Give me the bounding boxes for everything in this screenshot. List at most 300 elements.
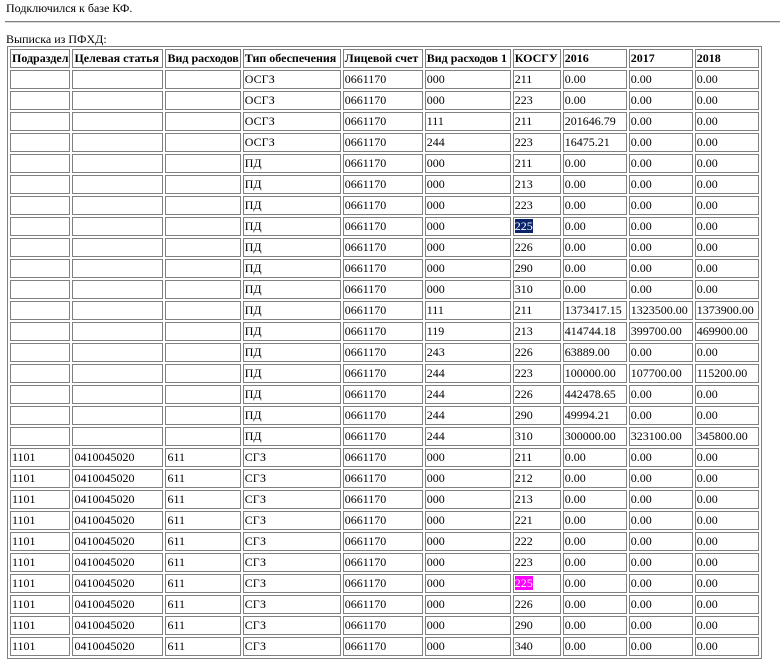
- cell-litsevoy-schet[interactable]: [343, 301, 423, 320]
- cell-vid-raskhodov-1[interactable]: [425, 238, 511, 257]
- cell-vid-raskhodov-1[interactable]: [425, 574, 511, 593]
- cell-podrazdel[interactable]: [10, 238, 70, 257]
- cell-vid-raskhodov-1[interactable]: [425, 154, 511, 173]
- cell-vid-raskhodov-1[interactable]: [425, 301, 511, 320]
- cell-vid-raskhodov-1[interactable]: [425, 511, 511, 530]
- cell-podrazdel[interactable]: [10, 301, 70, 320]
- cell-value-2018[interactable]: [695, 532, 759, 551]
- cell-value-2017[interactable]: [629, 385, 693, 404]
- cell-kosgu[interactable]: [513, 532, 561, 551]
- cell-tip-obespecheniya[interactable]: [243, 490, 341, 509]
- cell-tselevaya-statya[interactable]: [72, 595, 163, 614]
- cell-kosgu[interactable]: [513, 448, 561, 467]
- cell-value-2018[interactable]: [695, 427, 759, 446]
- cell-tselevaya-statya[interactable]: [72, 154, 163, 173]
- cell-vid-raskhodov-1[interactable]: [425, 448, 511, 467]
- cell-vid-raskhodov-1[interactable]: [425, 175, 511, 194]
- cell-tip-obespecheniya[interactable]: [243, 406, 341, 425]
- cell-podrazdel[interactable]: [10, 469, 70, 488]
- cell-podrazdel[interactable]: [10, 112, 70, 131]
- cell-kosgu[interactable]: [513, 175, 561, 194]
- cell-podrazdel[interactable]: [10, 217, 70, 236]
- cell-kosgu[interactable]: [513, 70, 561, 89]
- cell-kosgu[interactable]: [513, 112, 561, 131]
- cell-text: СГЗ: [244, 555, 267, 569]
- cell-value-2016[interactable]: [563, 532, 627, 551]
- cell-value-2016[interactable]: [563, 511, 627, 530]
- cell-vid-raskhodov[interactable]: [165, 448, 240, 467]
- cell-vid-raskhodov-1[interactable]: [425, 469, 511, 488]
- cell-tip-obespecheniya[interactable]: [243, 343, 341, 362]
- cell-litsevoy-schet[interactable]: [343, 616, 423, 635]
- cell-value-2017[interactable]: [629, 532, 693, 551]
- cell-kosgu[interactable]: [513, 364, 561, 383]
- cell-tselevaya-statya[interactable]: [72, 112, 163, 131]
- cell-value-2016[interactable]: [563, 343, 627, 362]
- cell-tip-obespecheniya[interactable]: [243, 322, 341, 341]
- cell-vid-raskhodov-1[interactable]: [425, 280, 511, 299]
- cell-value-2016[interactable]: [563, 112, 627, 131]
- cell-vid-raskhodov[interactable]: [165, 406, 240, 425]
- cell-kosgu[interactable]: [513, 385, 561, 404]
- cell-tip-obespecheniya[interactable]: [243, 427, 341, 446]
- cell-value-2016[interactable]: [563, 406, 627, 425]
- cell-value-2018[interactable]: [695, 112, 759, 131]
- cell-value-2018[interactable]: [695, 553, 759, 572]
- cell-value-2018[interactable]: [695, 301, 759, 320]
- cell-kosgu[interactable]: [513, 343, 561, 362]
- cell-podrazdel[interactable]: [10, 427, 70, 446]
- cell-tip-obespecheniya[interactable]: [243, 448, 341, 467]
- cell-vid-raskhodov[interactable]: [165, 112, 240, 131]
- cell-value-2017[interactable]: [629, 469, 693, 488]
- cell-tselevaya-statya[interactable]: [72, 532, 163, 551]
- cell-tip-obespecheniya[interactable]: [243, 133, 341, 152]
- cell-value-2018[interactable]: [695, 133, 759, 152]
- cell-tselevaya-statya[interactable]: [72, 238, 163, 257]
- cell-tselevaya-statya[interactable]: [72, 511, 163, 530]
- cell-podrazdel[interactable]: [10, 574, 70, 593]
- cell-vid-raskhodov-1[interactable]: [425, 112, 511, 131]
- cell-value-2017[interactable]: [629, 490, 693, 509]
- cell-podrazdel[interactable]: [10, 133, 70, 152]
- cell-value-2018[interactable]: [695, 259, 759, 278]
- cell-value-2018[interactable]: [695, 364, 759, 383]
- cell-value-2017[interactable]: [629, 196, 693, 215]
- cell-vid-raskhodov[interactable]: [165, 154, 240, 173]
- cell-vid-raskhodov[interactable]: [165, 133, 240, 152]
- cell-vid-raskhodov-1[interactable]: [425, 595, 511, 614]
- cell-value-2018[interactable]: [695, 343, 759, 362]
- cell-litsevoy-schet[interactable]: [343, 448, 423, 467]
- table-row: [10, 595, 759, 614]
- cell-litsevoy-schet[interactable]: [343, 259, 423, 278]
- cell-vid-raskhodov[interactable]: [165, 301, 240, 320]
- cell-litsevoy-schet[interactable]: [343, 469, 423, 488]
- cell-value-2016[interactable]: [563, 91, 627, 110]
- cell-litsevoy-schet[interactable]: [343, 637, 423, 656]
- cell-vid-raskhodov[interactable]: [165, 196, 240, 215]
- cell-text: 0.00: [564, 177, 586, 191]
- cell-value-2017[interactable]: [629, 112, 693, 131]
- cell-litsevoy-schet[interactable]: [343, 280, 423, 299]
- cell-value-2017[interactable]: [629, 427, 693, 446]
- cell-tip-obespecheniya[interactable]: [243, 238, 341, 257]
- cell-tip-obespecheniya[interactable]: [243, 574, 341, 593]
- cell-tselevaya-statya[interactable]: [72, 301, 163, 320]
- cell-text: 611: [167, 639, 186, 653]
- cell-tselevaya-statya[interactable]: [72, 196, 163, 215]
- cell-tselevaya-statya[interactable]: [72, 385, 163, 404]
- cell-podrazdel[interactable]: [10, 259, 70, 278]
- cell-value-2017[interactable]: [629, 301, 693, 320]
- cell-tip-obespecheniya[interactable]: [243, 469, 341, 488]
- cell-value-2016[interactable]: [563, 427, 627, 446]
- cell-value-2017[interactable]: [629, 637, 693, 656]
- cell-value-2016[interactable]: [563, 616, 627, 635]
- cell-value-2016[interactable]: [563, 385, 627, 404]
- cell-value-2016[interactable]: [563, 448, 627, 467]
- cell-tip-obespecheniya[interactable]: [243, 553, 341, 572]
- cell-tselevaya-statya[interactable]: [72, 469, 163, 488]
- cell-vid-raskhodov[interactable]: [165, 427, 240, 446]
- cell-value-2017[interactable]: [629, 280, 693, 299]
- cell-text: 0.00: [630, 555, 652, 569]
- cell-litsevoy-schet[interactable]: [343, 217, 423, 236]
- cell-vid-raskhodov-1[interactable]: [425, 322, 511, 341]
- cell-kosgu[interactable]: [513, 595, 561, 614]
- cell-text: 000: [426, 618, 445, 632]
- cell-value-2017[interactable]: [629, 616, 693, 635]
- cell-value-2018[interactable]: [695, 385, 759, 404]
- cell-podrazdel[interactable]: [10, 280, 70, 299]
- cell-tip-obespecheniya[interactable]: [243, 70, 341, 89]
- cell-podrazdel[interactable]: [10, 385, 70, 404]
- cell-kosgu[interactable]: [513, 574, 561, 593]
- cell-tip-obespecheniya[interactable]: [243, 217, 341, 236]
- cell-kosgu[interactable]: [513, 280, 561, 299]
- cell-text: 1101: [12, 450, 36, 464]
- cell-kosgu[interactable]: [513, 217, 561, 236]
- cell-tselevaya-statya[interactable]: [72, 616, 163, 635]
- cell-value-2017[interactable]: [629, 133, 693, 152]
- cell-text: ПД: [244, 303, 262, 317]
- cell-vid-raskhodov-1[interactable]: [425, 133, 511, 152]
- cell-podrazdel[interactable]: [10, 154, 70, 173]
- cell-value-2017[interactable]: [629, 238, 693, 257]
- cell-litsevoy-schet[interactable]: [343, 406, 423, 425]
- cell-vid-raskhodov[interactable]: [165, 469, 240, 488]
- cell-podrazdel[interactable]: [10, 637, 70, 656]
- cell-value-2016[interactable]: [563, 595, 627, 614]
- cell-value-2018[interactable]: [695, 490, 759, 509]
- cell-vid-raskhodov[interactable]: [165, 511, 240, 530]
- cell-tip-obespecheniya[interactable]: [243, 175, 341, 194]
- cell-tip-obespecheniya[interactable]: [243, 616, 341, 635]
- cell-value-2018[interactable]: [695, 616, 759, 635]
- cell-litsevoy-schet[interactable]: [343, 175, 423, 194]
- cell-litsevoy-schet[interactable]: [343, 364, 423, 383]
- cell-text: 611: [167, 576, 186, 590]
- cell-text: 212: [514, 471, 533, 485]
- cell-tselevaya-statya[interactable]: [72, 343, 163, 362]
- cell-kosgu[interactable]: [513, 154, 561, 173]
- cell-value-2018[interactable]: [695, 238, 759, 257]
- cell-tip-obespecheniya[interactable]: [243, 637, 341, 656]
- cell-value-2017[interactable]: [629, 175, 693, 194]
- cell-vid-raskhodov-1[interactable]: [425, 91, 511, 110]
- cell-tselevaya-statya[interactable]: [72, 133, 163, 152]
- cell-tip-obespecheniya[interactable]: [243, 280, 341, 299]
- cell-litsevoy-schet[interactable]: [343, 343, 423, 362]
- cell-value-2017[interactable]: [629, 364, 693, 383]
- cell-tselevaya-statya[interactable]: [72, 427, 163, 446]
- cell-kosgu[interactable]: [513, 553, 561, 572]
- cell-value-2016[interactable]: [563, 469, 627, 488]
- cell-vid-raskhodov[interactable]: [165, 217, 240, 236]
- cell-tselevaya-statya[interactable]: [72, 70, 163, 89]
- cell-kosgu[interactable]: [513, 490, 561, 509]
- cell-litsevoy-schet[interactable]: [343, 196, 423, 215]
- cell-text: 000: [426, 198, 445, 212]
- cell-value-2016[interactable]: [563, 133, 627, 152]
- cell-value-2018[interactable]: [695, 469, 759, 488]
- cell-kosgu[interactable]: [513, 259, 561, 278]
- cell-vid-raskhodov[interactable]: [165, 532, 240, 551]
- cell-value-2018[interactable]: [695, 196, 759, 215]
- cell-text: 243: [426, 345, 445, 359]
- cell-value-2016[interactable]: [563, 322, 627, 341]
- cell-podrazdel[interactable]: [10, 91, 70, 110]
- cell-podrazdel[interactable]: [10, 364, 70, 383]
- cell-value-2017[interactable]: [629, 154, 693, 173]
- cell-tselevaya-statya[interactable]: [72, 217, 163, 236]
- cell-tip-obespecheniya[interactable]: [243, 259, 341, 278]
- cell-litsevoy-schet[interactable]: [343, 70, 423, 89]
- cell-value-2018[interactable]: [695, 91, 759, 110]
- cell-value-2017[interactable]: [629, 574, 693, 593]
- cell-tselevaya-statya[interactable]: [72, 637, 163, 656]
- cell-kosgu[interactable]: [513, 91, 561, 110]
- cell-podrazdel[interactable]: [10, 406, 70, 425]
- cell-vid-raskhodov[interactable]: [165, 91, 240, 110]
- cell-litsevoy-schet[interactable]: [343, 595, 423, 614]
- cell-vid-raskhodov-1[interactable]: [425, 406, 511, 425]
- cell-value-2018[interactable]: [695, 574, 759, 593]
- cell-kosgu[interactable]: [513, 637, 561, 656]
- cell-tip-obespecheniya[interactable]: [243, 196, 341, 215]
- cell-value-2018[interactable]: [695, 175, 759, 194]
- cell-vid-raskhodov-1[interactable]: [425, 364, 511, 383]
- cell-vid-raskhodov[interactable]: [165, 238, 240, 257]
- cell-podrazdel[interactable]: [10, 70, 70, 89]
- cell-text: 0661170: [344, 93, 387, 107]
- cell-value-2017[interactable]: [629, 322, 693, 341]
- cell-value-2017[interactable]: [629, 406, 693, 425]
- cell-vid-raskhodov-1[interactable]: [425, 427, 511, 446]
- cell-vid-raskhodov-1[interactable]: [425, 259, 511, 278]
- cell-litsevoy-schet[interactable]: [343, 490, 423, 509]
- cell-tselevaya-statya[interactable]: [72, 91, 163, 110]
- cell-value-2018[interactable]: [695, 154, 759, 173]
- cell-tselevaya-statya[interactable]: [72, 364, 163, 383]
- cell-value-2018[interactable]: [695, 322, 759, 341]
- cell-value-2018[interactable]: [695, 406, 759, 425]
- cell-vid-raskhodov[interactable]: [165, 637, 240, 656]
- cell-podrazdel[interactable]: [10, 490, 70, 509]
- cell-vid-raskhodov[interactable]: [165, 385, 240, 404]
- cell-vid-raskhodov-1[interactable]: [425, 553, 511, 572]
- cell-tselevaya-statya[interactable]: [72, 280, 163, 299]
- cell-tselevaya-statya[interactable]: [72, 406, 163, 425]
- cell-tselevaya-statya[interactable]: [72, 574, 163, 593]
- cell-value-2018[interactable]: [695, 637, 759, 656]
- cell-kosgu[interactable]: [513, 301, 561, 320]
- cell-tip-obespecheniya[interactable]: [243, 154, 341, 173]
- cell-vid-raskhodov[interactable]: [165, 259, 240, 278]
- cell-value-2016[interactable]: [563, 301, 627, 320]
- cell-tip-obespecheniya[interactable]: [243, 364, 341, 383]
- cell-text: 0.00: [564, 198, 586, 212]
- cell-value-2018[interactable]: [695, 280, 759, 299]
- cell-value-2017[interactable]: [629, 91, 693, 110]
- cell-vid-raskhodov[interactable]: [165, 322, 240, 341]
- cell-text: 0661170: [344, 450, 387, 464]
- cell-value-2016[interactable]: [563, 154, 627, 173]
- cell-vid-raskhodov-1[interactable]: [425, 343, 511, 362]
- cell-vid-raskhodov[interactable]: [165, 175, 240, 194]
- cell-value-2016[interactable]: [563, 574, 627, 593]
- cell-podrazdel[interactable]: [10, 343, 70, 362]
- cell-vid-raskhodov-1[interactable]: [425, 616, 511, 635]
- cell-value-2018[interactable]: [695, 448, 759, 467]
- cell-vid-raskhodov-1[interactable]: [425, 532, 511, 551]
- cell-litsevoy-schet[interactable]: [343, 511, 423, 530]
- cell-vid-raskhodov-1[interactable]: [425, 637, 511, 656]
- cell-text: 0.00: [696, 114, 718, 128]
- cell-tip-obespecheniya[interactable]: [243, 112, 341, 131]
- cell-litsevoy-schet[interactable]: [343, 574, 423, 593]
- cell-podrazdel[interactable]: [10, 322, 70, 341]
- column-header-litsevoy-schet: Лицевой счет: [343, 49, 423, 68]
- cell-value-2016[interactable]: [563, 553, 627, 572]
- cell-vid-raskhodov[interactable]: [165, 553, 240, 572]
- cell-value-2016[interactable]: [563, 364, 627, 383]
- cell-tselevaya-statya[interactable]: [72, 259, 163, 278]
- cell-vid-raskhodov[interactable]: [165, 343, 240, 362]
- cell-value-2016[interactable]: [563, 175, 627, 194]
- cell-tselevaya-statya[interactable]: [72, 175, 163, 194]
- cell-text: 0.00: [696, 261, 718, 275]
- cell-litsevoy-schet[interactable]: [343, 91, 423, 110]
- cell-kosgu[interactable]: [513, 196, 561, 215]
- cell-kosgu[interactable]: [513, 469, 561, 488]
- cell-vid-raskhodov-1[interactable]: [425, 385, 511, 404]
- cell-vid-raskhodov[interactable]: [165, 70, 240, 89]
- cell-vid-raskhodov-1[interactable]: [425, 217, 511, 236]
- cell-value-2018[interactable]: [695, 70, 759, 89]
- cell-litsevoy-schet[interactable]: [343, 154, 423, 173]
- cell-value-2017[interactable]: [629, 448, 693, 467]
- cell-value-2018[interactable]: [695, 511, 759, 530]
- cell-value-2017[interactable]: [629, 595, 693, 614]
- cell-kosgu[interactable]: [513, 406, 561, 425]
- cell-litsevoy-schet[interactable]: [343, 427, 423, 446]
- cell-value-2017[interactable]: [629, 259, 693, 278]
- cell-tip-obespecheniya[interactable]: [243, 91, 341, 110]
- cell-podrazdel[interactable]: [10, 196, 70, 215]
- cell-podrazdel[interactable]: [10, 175, 70, 194]
- cell-value-2017[interactable]: [629, 217, 693, 236]
- cell-vid-raskhodov[interactable]: [165, 280, 240, 299]
- cell-kosgu[interactable]: [513, 616, 561, 635]
- cell-kosgu[interactable]: [513, 133, 561, 152]
- cell-litsevoy-schet[interactable]: [343, 322, 423, 341]
- cell-value-2016[interactable]: [563, 196, 627, 215]
- cell-tselevaya-statya[interactable]: [72, 490, 163, 509]
- cell-value-2017[interactable]: [629, 511, 693, 530]
- cell-vid-raskhodov-1[interactable]: [425, 490, 511, 509]
- cell-litsevoy-schet[interactable]: [343, 112, 423, 131]
- cell-kosgu[interactable]: [513, 427, 561, 446]
- cell-value-2016[interactable]: [563, 490, 627, 509]
- cell-vid-raskhodov[interactable]: [165, 364, 240, 383]
- cell-podrazdel[interactable]: [10, 448, 70, 467]
- cell-value-2017[interactable]: [629, 70, 693, 89]
- cell-value-2016[interactable]: [563, 280, 627, 299]
- cell-value-2016[interactable]: [563, 238, 627, 257]
- cell-litsevoy-schet[interactable]: [343, 532, 423, 551]
- cell-value-2018[interactable]: [695, 595, 759, 614]
- cell-vid-raskhodov[interactable]: [165, 616, 240, 635]
- cell-vid-raskhodov-1[interactable]: [425, 70, 511, 89]
- cell-podrazdel[interactable]: [10, 616, 70, 635]
- cell-tselevaya-statya[interactable]: [72, 448, 163, 467]
- cell-kosgu[interactable]: [513, 322, 561, 341]
- cell-podrazdel[interactable]: [10, 595, 70, 614]
- cell-value-2016[interactable]: [563, 217, 627, 236]
- cell-kosgu[interactable]: [513, 238, 561, 257]
- cell-litsevoy-schet[interactable]: [343, 553, 423, 572]
- cell-tip-obespecheniya[interactable]: [243, 532, 341, 551]
- cell-value-2017[interactable]: [629, 553, 693, 572]
- cell-vid-raskhodov[interactable]: [165, 574, 240, 593]
- cell-tip-obespecheniya[interactable]: [243, 595, 341, 614]
- cell-vid-raskhodov-1[interactable]: [425, 196, 511, 215]
- cell-tip-obespecheniya[interactable]: [243, 301, 341, 320]
- cell-value-2016[interactable]: [563, 259, 627, 278]
- cell-value-2017[interactable]: [629, 343, 693, 362]
- cell-vid-raskhodov[interactable]: [165, 490, 240, 509]
- cell-litsevoy-schet[interactable]: [343, 238, 423, 257]
- cell-litsevoy-schet[interactable]: [343, 133, 423, 152]
- cell-value-2016[interactable]: [563, 637, 627, 656]
- cell-litsevoy-schet[interactable]: [343, 385, 423, 404]
- cell-podrazdel[interactable]: [10, 532, 70, 551]
- cell-tip-obespecheniya[interactable]: [243, 511, 341, 530]
- cell-text: 0.00: [630, 345, 652, 359]
- cell-podrazdel[interactable]: [10, 511, 70, 530]
- cell-value-2018[interactable]: [695, 217, 759, 236]
- cell-tselevaya-statya[interactable]: [72, 553, 163, 572]
- cell-kosgu[interactable]: [513, 511, 561, 530]
- cell-tip-obespecheniya[interactable]: [243, 385, 341, 404]
- cell-value-2016[interactable]: [563, 70, 627, 89]
- cell-vid-raskhodov[interactable]: [165, 595, 240, 614]
- cell-tselevaya-statya[interactable]: [72, 322, 163, 341]
- cell-text: 0.00: [696, 177, 718, 191]
- cell-podrazdel[interactable]: [10, 553, 70, 572]
